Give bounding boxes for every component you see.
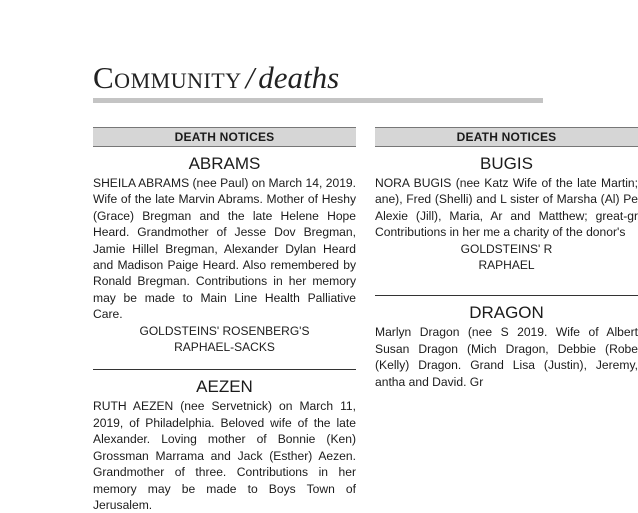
- header-rule: [93, 98, 543, 103]
- column-right: [375, 127, 638, 390]
- notice-name: ABRAMS: [188, 154, 261, 173]
- funeral-home-line: RAPHAEL-SACKS: [174, 340, 275, 355]
- subsection-name: deaths: [258, 60, 340, 95]
- column-left: [93, 127, 356, 513]
- funeral-home-line: GOLDSTEINS' R: [460, 241, 553, 256]
- section-title: [93, 58, 543, 98]
- death-notice: [93, 154, 356, 355]
- section-label: DEATH NOTICES: [375, 127, 638, 147]
- section-name: Community: [93, 60, 242, 95]
- notice-name: BUGIS: [480, 154, 533, 173]
- notice-name: AEZEN: [196, 377, 253, 397]
- notice-body: NORA BUGIS (nee Katz Wife of the late Martin; ane), Fred (Shelli) and L sister of Marsha (Al) Pe Alexie (Jill), Maria, Ar and Matthew; great-gr Contributions in her me a charity of the donor's: [375, 176, 638, 240]
- notice-divider: [93, 369, 356, 370]
- death-notice: [375, 303, 638, 390]
- page-header: [93, 58, 543, 98]
- notice-body: Marlyn Dragon (nee S 2019. Wife of Albert Susan Dragon (Mich Dragon, Debbie (Robe (Kelly) Dragon. Grand Lisa (Justin), Jeremy, antha and David. Gr: [375, 325, 638, 389]
- notice-divider: [375, 295, 638, 296]
- notice-body: RUTH AEZEN (nee Servetnick) on March 11, 2019, of Philadelphia. Beloved wife of the late Alexander. Loving mother of Bonnie (Ken) Grossman Marrama and Jack (Esther) Aezen. Grandmother of three. Contributions in her memory may be made to Boys Town of Jerusalem.: [93, 399, 356, 512]
- section-label: DEATH NOTICES: [93, 127, 356, 147]
- notice-body: SHEILA ABRAMS (nee Paul) on March 14, 2019. Wife of the late Marvin Abrams. Mother of Heshy (Grace) Bregman and the late Helene Hope Heard. Grandmother of Jesse Dov Bregman, Jamie Hillel Bregman, Alexander Dylan Heard and Madison Paige Heard. Also remembered by Ronald Bregman. Contributions in her memory may be made to Main Line Health Palliative Care.: [93, 176, 356, 322]
- death-notice: [93, 377, 356, 513]
- notice-name: DRAGON: [469, 303, 544, 323]
- funeral-home-line: GOLDSTEINS' ROSENBERG'S: [139, 323, 310, 338]
- death-notice: [375, 154, 638, 273]
- title-separator: /: [245, 60, 255, 95]
- funeral-home-line: RAPHAEL: [478, 258, 535, 273]
